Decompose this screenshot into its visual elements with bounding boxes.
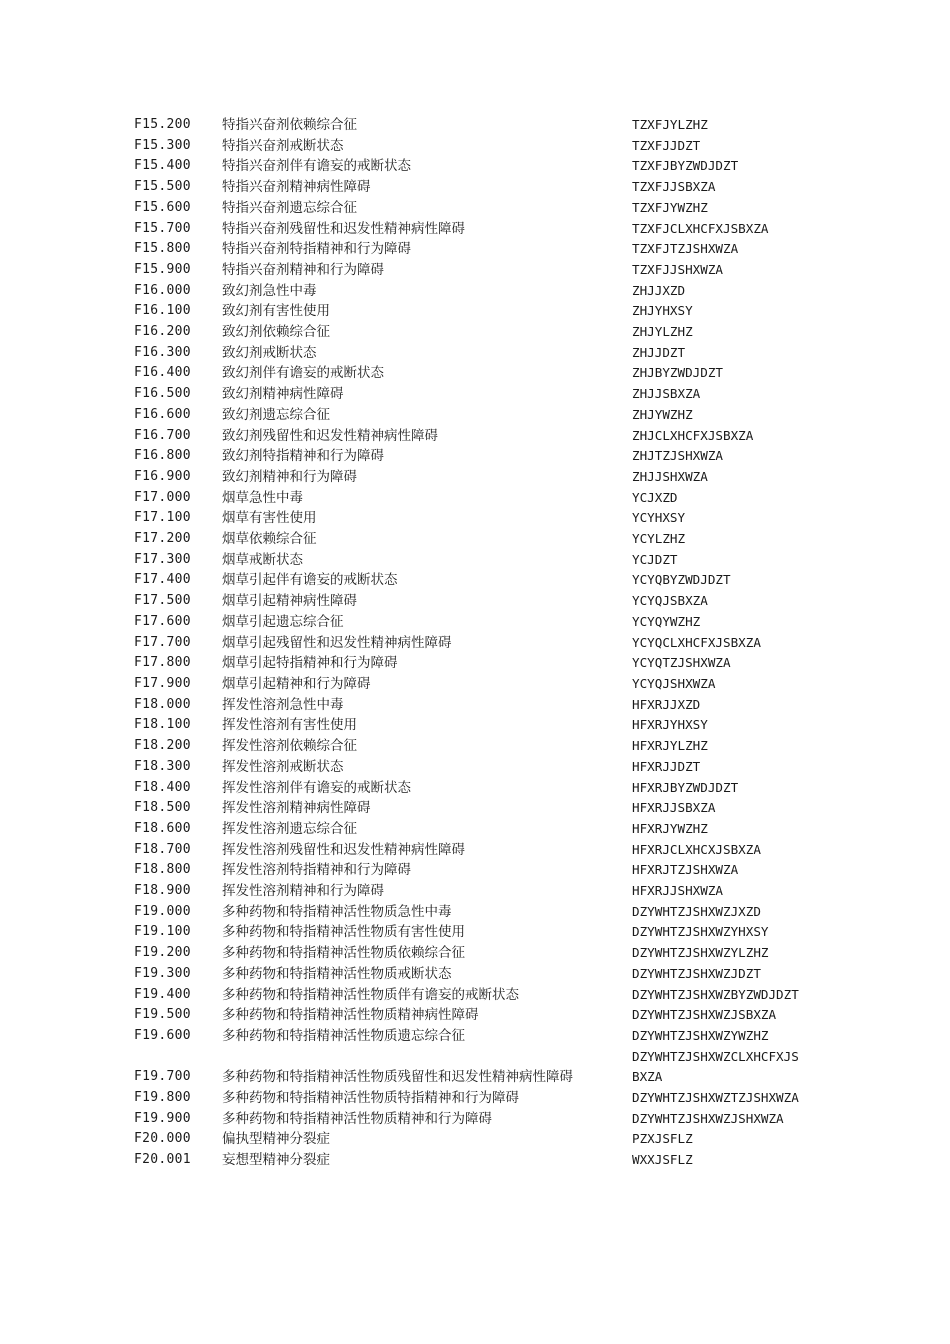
diagnosis-code: F15.800 [134,241,191,257]
diagnosis-name: 烟草戒断状态 [222,551,303,568]
pinyin-abbreviation: TZXFJTZJSHXWZA [632,241,739,257]
diagnosis-code: F19.200 [134,945,191,961]
diagnosis-name: 特指兴奋剂伴有谵妄的戒断状态 [222,158,411,175]
table-row [134,467,804,488]
diagnosis-code: F18.900 [134,883,191,899]
diagnosis-code: F15.600 [134,199,191,215]
diagnosis-code: F18.600 [134,820,191,836]
table-row [134,633,804,654]
pinyin-abbreviation: YCYQJSHXWZA [632,675,716,691]
pinyin-abbreviation: ZHJJXZD [632,282,686,298]
pinyin-abbreviation: ZHJJSHXWZA [632,468,708,484]
pinyin-abbreviation: HFXRJYLZHZ [632,738,708,754]
diagnosis-name: 挥发性溶剂依赖综合征 [222,738,357,755]
diagnosis-code: F16.900 [134,468,191,484]
table-row [134,778,804,799]
pinyin-abbreviation: YCYQBYZWDJDZT [632,572,731,588]
diagnosis-name: 致幻剂依赖综合征 [222,324,330,341]
pinyin-abbreviation: YCJXZD [632,489,678,505]
table-row [134,219,804,240]
table-row [134,653,804,674]
table-row [134,1005,804,1026]
pinyin-abbreviation: DZYWHTZJSHXWZJSHXWZA [632,1110,784,1126]
diagnosis-name: 挥发性溶剂精神和行为障碍 [222,883,384,900]
table-row [134,860,804,881]
table-row [134,736,804,757]
table-row [134,363,804,384]
diagnosis-name: 偏执型精神分裂症 [222,1131,330,1148]
diagnosis-name: 烟草有害性使用 [222,510,317,527]
diagnosis-code: F18.400 [134,779,191,795]
pinyin-abbreviation: HFXRJYWZHZ [632,820,708,836]
diagnosis-name: 挥发性溶剂有害性使用 [222,717,357,734]
diagnosis-name: 多种药物和特指精神活性物质精神和行为障碍 [222,1110,492,1127]
diagnosis-name: 挥发性溶剂遗忘综合征 [222,820,357,837]
pinyin-abbreviation: HFXRJJDZT [632,758,701,774]
diagnosis-code: F16.400 [134,365,191,381]
table-row [134,446,804,467]
diagnosis-name: 特指兴奋剂精神病性障碍 [222,179,371,196]
diagnosis-code: F20.000 [134,1131,191,1147]
pinyin-abbreviation: YCYQTZJSHXWZA [632,655,731,671]
pinyin-abbreviation: TZXFJYLZHZ [632,117,708,132]
table-row [134,819,804,840]
pinyin-abbreviation: YCYQCLXHCFXJSBXZA [632,634,761,650]
diagnosis-code: F17.100 [134,510,191,526]
pinyin-abbreviation: ZHJJSBXZA [632,386,701,402]
table-row [134,1026,804,1047]
diagnosis-code: F18.300 [134,758,191,774]
diagnosis-code: F17.700 [134,634,191,650]
table-row [134,674,804,695]
pinyin-abbreviation: HFXRJJXZD [632,696,701,712]
table-row [134,529,804,550]
diagnosis-code: F17.400 [134,572,191,588]
diagnosis-code: F19.600 [134,1027,191,1043]
pinyin-abbreviation: TZXFJJDZT [632,137,701,153]
diagnosis-name: 致幻剂特指精神和行为障碍 [222,448,384,465]
diagnosis-code: F16.800 [134,448,191,464]
table-row [134,964,804,985]
diagnosis-code: F18.000 [134,696,191,712]
table-row [134,260,804,281]
pinyin-abbreviation: ZHJCLXHCFXJSBXZA [632,427,754,443]
pinyin-abbreviation: DZYWHTZJSHXWZYWZHZ [632,1027,769,1043]
diagnosis-code: F18.100 [134,717,191,733]
diagnosis-code: F17.800 [134,655,191,671]
diagnosis-code: F17.200 [134,531,191,547]
diagnosis-code: F16.200 [134,324,191,340]
diagnosis-name: 致幻剂遗忘综合征 [222,406,330,423]
pinyin-abbreviation: YCYQJSBXZA [632,593,708,609]
diagnosis-name: 烟草引起特指精神和行为障碍 [222,655,398,672]
table-row [134,715,804,736]
diagnosis-name: 特指兴奋剂遗忘综合征 [222,199,357,216]
diagnosis-code: F15.300 [134,137,191,153]
table-row [134,177,804,198]
pinyin-abbreviation: TZXFJYWZHZ [632,199,708,215]
pinyin-abbreviation: TZXFJJSHXWZA [632,261,723,277]
pinyin-abbreviation: DZYWHTZJSHXWZJDZT [632,965,761,981]
diagnosis-name: 多种药物和特指精神活性物质依赖综合征 [222,945,465,962]
diagnosis-name: 烟草引起残留性和迟发性精神病性障碍 [222,634,452,651]
diagnosis-name: 挥发性溶剂戒断状态 [222,758,344,775]
table-row [134,612,804,633]
table-row [134,488,804,509]
table-row [134,322,804,343]
table-row [134,1150,804,1171]
pinyin-abbreviation: YCYLZHZ [632,531,686,547]
diagnosis-name: 多种药物和特指精神活性物质戒断状态 [222,965,452,982]
pinyin-abbreviation: YCYQYWZHZ [632,613,701,629]
pinyin-abbreviation: HFXRJYHXSY [632,717,708,733]
table-row [134,115,804,136]
diagnosis-code-table [134,115,804,1171]
diagnosis-name: 多种药物和特指精神活性物质特指精神和行为障碍 [222,1090,519,1107]
pinyin-abbreviation: HFXRJTZJSHXWZA [632,862,739,878]
diagnosis-name: 多种药物和特指精神活性物质有害性使用 [222,924,465,941]
diagnosis-code: F17.500 [134,593,191,609]
diagnosis-name: 特指兴奋剂戒断状态 [222,137,344,154]
table-row [134,1047,804,1088]
table-row [134,1129,804,1150]
table-row [134,405,804,426]
diagnosis-code: F16.100 [134,303,191,319]
diagnosis-name: 妄想型精神分裂症 [222,1152,330,1169]
diagnosis-code: F19.700 [134,1069,191,1085]
diagnosis-code: F19.100 [134,924,191,940]
diagnosis-name: 多种药物和特指精神活性物质残留性和迟发性精神病性障碍 [222,1069,573,1086]
diagnosis-name: 特指兴奋剂特指精神和行为障碍 [222,241,411,258]
diagnosis-code: F18.700 [134,841,191,857]
pinyin-abbreviation: TZXFJBYZWDJDZT [632,158,739,174]
diagnosis-code: F16.700 [134,427,191,443]
pinyin-abbreviation: YCJDZT [632,551,678,567]
diagnosis-name: 致幻剂急性中毒 [222,282,317,299]
diagnosis-code: F18.500 [134,800,191,816]
pinyin-abbreviation: ZHJTZJSHXWZA [632,448,723,464]
diagnosis-code: F17.000 [134,489,191,505]
table-row [134,591,804,612]
pinyin-abbreviation: DZYWHTZJSHXWZJSBXZA [632,1007,777,1023]
pinyin-abbreviation: DZYWHTZJSHXWZBYZWDJDZT [632,986,799,1002]
diagnosis-code: F16.000 [134,282,191,298]
pinyin-abbreviation: HFXRJBYZWDJDZT [632,779,739,795]
diagnosis-name: 烟草引起精神和行为障碍 [222,675,371,692]
table-row [134,922,804,943]
diagnosis-name: 挥发性溶剂残留性和迟发性精神病性障碍 [222,841,465,858]
diagnosis-code: F15.700 [134,220,191,236]
table-row [134,840,804,861]
diagnosis-name: 致幻剂戒断状态 [222,344,317,361]
table-row [134,1088,804,1109]
diagnosis-code: F17.900 [134,675,191,691]
diagnosis-code: F17.600 [134,613,191,629]
diagnosis-name: 烟草引起遗忘综合征 [222,613,344,630]
diagnosis-code: F15.200 [134,117,191,132]
diagnosis-code: F18.200 [134,738,191,754]
pinyin-abbreviation: DZYWHTZJSHXWZYLZHZ [632,945,769,961]
diagnosis-name: 致幻剂残留性和迟发性精神病性障碍 [222,427,438,444]
table-row [134,301,804,322]
diagnosis-name: 挥发性溶剂急性中毒 [222,696,344,713]
table-row [134,943,804,964]
pinyin-abbreviation: HFXRJCLXHCXJSBXZA [632,841,761,857]
diagnosis-name: 多种药物和特指精神活性物质精神病性障碍 [222,1007,479,1024]
diagnosis-code: F19.000 [134,903,191,919]
table-row [134,570,804,591]
code-table-body [134,115,804,1171]
pinyin-abbreviation: ZHJBYZWDJDZT [632,365,723,381]
pinyin-abbreviation: PZXJSFLZ [632,1131,693,1147]
diagnosis-name: 特指兴奋剂残留性和迟发性精神病性障碍 [222,220,465,237]
diagnosis-name: 烟草引起精神病性障碍 [222,593,357,610]
pinyin-abbreviation: TZXFJCLXHCFXJSBXZA [632,220,769,236]
pinyin-abbreviation: WXXJSFLZ [632,1152,693,1168]
diagnosis-name: 挥发性溶剂伴有谵妄的戒断状态 [222,779,411,796]
pinyin-abbreviation: DZYWHTZJSHXWZJXZD [632,903,761,919]
diagnosis-name: 烟草引起伴有谵妄的戒断状态 [222,572,398,589]
diagnosis-name: 致幻剂伴有谵妄的戒断状态 [222,365,384,382]
pinyin-abbreviation: DZYWHTZJSHXWZCLXHCFXJSBXZA [632,1048,799,1085]
table-row [134,136,804,157]
diagnosis-name: 致幻剂精神病性障碍 [222,386,344,403]
diagnosis-code: F16.300 [134,344,191,360]
table-row [134,881,804,902]
diagnosis-code: F19.500 [134,1007,191,1023]
pinyin-abbreviation: HFXRJJSHXWZA [632,883,723,899]
diagnosis-name: 多种药物和特指精神活性物质急性中毒 [222,903,452,920]
diagnosis-code: F15.900 [134,261,191,277]
pinyin-abbreviation: YCYHXSY [632,510,686,526]
diagnosis-name: 烟草依赖综合征 [222,531,317,548]
pinyin-abbreviation: TZXFJJSBXZA [632,179,716,195]
diagnosis-name: 特指兴奋剂精神和行为障碍 [222,261,384,278]
table-row [134,426,804,447]
diagnosis-code: F15.400 [134,158,191,174]
diagnosis-name: 烟草急性中毒 [222,489,303,506]
table-row [134,695,804,716]
diagnosis-name: 多种药物和特指精神活性物质伴有谵妄的戒断状态 [222,986,519,1003]
table-row [134,384,804,405]
diagnosis-code: F19.300 [134,965,191,981]
diagnosis-code: F16.600 [134,406,191,422]
diagnosis-name: 特指兴奋剂依赖综合征 [222,117,357,133]
diagnosis-code: F19.900 [134,1110,191,1126]
table-row [134,757,804,778]
diagnosis-code: F16.500 [134,386,191,402]
table-row [134,508,804,529]
diagnosis-name: 致幻剂精神和行为障碍 [222,468,357,485]
diagnosis-code: F15.500 [134,179,191,195]
pinyin-abbreviation: ZHJYHXSY [632,303,693,319]
diagnosis-code: F19.800 [134,1090,191,1106]
table-row [134,198,804,219]
pinyin-abbreviation: ZHJYWZHZ [632,406,693,422]
table-row [134,281,804,302]
table-row [134,902,804,923]
pinyin-abbreviation: ZHJJDZT [632,344,686,360]
pinyin-abbreviation: DZYWHTZJSHXWZYHXSY [632,924,769,940]
table-row [134,985,804,1006]
diagnosis-name: 挥发性溶剂特指精神和行为障碍 [222,862,411,879]
pinyin-abbreviation: HFXRJJSBXZA [632,800,716,816]
pinyin-abbreviation: DZYWHTZJSHXWZTZJSHXWZA [632,1090,799,1106]
diagnosis-name: 多种药物和特指精神活性物质遗忘综合征 [222,1027,465,1044]
diagnosis-code: F20.001 [134,1152,191,1168]
diagnosis-code: F18.800 [134,862,191,878]
table-row [134,798,804,819]
pinyin-abbreviation: ZHJYLZHZ [632,324,693,340]
diagnosis-name: 挥发性溶剂精神病性障碍 [222,800,371,817]
table-row [134,1109,804,1130]
table-row [134,239,804,260]
table-row [134,343,804,364]
diagnosis-code: F19.400 [134,986,191,1002]
diagnosis-code: F17.300 [134,551,191,567]
table-row [134,156,804,177]
table-row [134,550,804,571]
diagnosis-name: 致幻剂有害性使用 [222,303,330,320]
